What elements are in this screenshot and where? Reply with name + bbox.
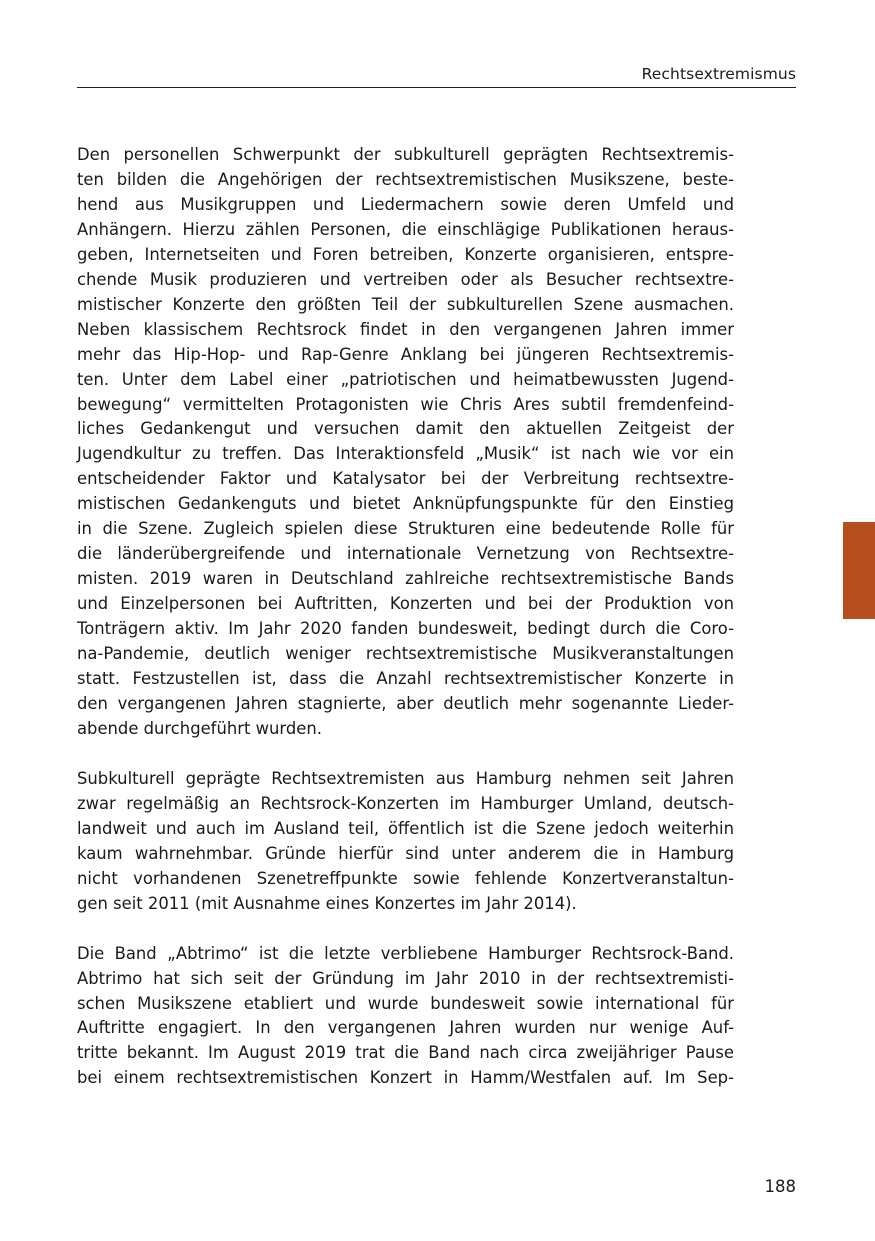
text-line: misten. 2019 waren in Deutschland zahlreiche rechtsextremistische Bands [77, 569, 734, 589]
text-line: liches Gedankengut und versuchen damit den aktuellen Zeitgeist der [77, 419, 734, 439]
text-line: Auftritte engagiert. In den vergangenen Jahren wurden nur wenige Auf- [77, 1018, 734, 1038]
text-line: entscheidender Faktor und Katalysator bei der Verbreitung rechtsextre- [77, 469, 734, 489]
text-line: hend aus Musikgruppen und Liedermachern sowie deren Umfeld und [77, 194, 734, 214]
text-line: Die Band „Abtrimo“ ist die letzte verbliebene Hamburger Rechtsrock-Band. [77, 943, 734, 963]
text-line: in die Szene. Zugleich spielen diese Strukturen eine bedeutende Rolle für [77, 519, 734, 539]
text-line: Den personellen Schwerpunkt der subkulturell geprägten Rechtsextremis- [77, 145, 734, 164]
text-line: mistischen Gedankenguts und bietet Anknüpfungspunkte für den Einstieg [77, 494, 734, 514]
text-line: Abtrimo hat sich seit der Gründung im Jahr 2010 in der rechtsextremisti- [77, 968, 734, 988]
text-line: ten. Unter dem Label einer „patriotischen und heimatbewussten Jugend- [77, 369, 734, 389]
text-line: schen Musikszene etabliert und wurde bundesweit sowie international für [77, 993, 734, 1013]
body-text [77, 143, 734, 1091]
text-line: Subkulturell geprägte Rechtsextremisten aus Hamburg nehmen seit Jahren [77, 768, 734, 788]
text-line: gen seit 2011 (mit Ausnahme eines Konzertes im Jahr 2014). [77, 893, 577, 913]
paragraph-3 [77, 942, 734, 1092]
text-line: Tonträgern aktiv. Im Jahr 2020 fanden bundesweit, bedingt durch die Coro- [77, 619, 734, 639]
text-line: nicht vorhandenen Szenetreffpunkte sowie fehlende Konzertveranstaltun- [77, 868, 734, 888]
text-line: mistischer Konzerte den größten Teil der subkulturellen Szene ausmachen. [77, 294, 734, 314]
text-line: zwar regelmäßig an Rechtsrock-Konzerten im Hamburger Umland, deutsch- [77, 793, 734, 813]
text-line: Anhängern. Hierzu zählen Personen, die einschlägige Publikationen heraus- [77, 219, 734, 239]
text-line: kaum wahrnehmbar. Gründe hierfür sind unter anderem die in Hamburg [77, 843, 734, 863]
text-line: die länderübergreifende und internationale Vernetzung von Rechtsextre- [77, 544, 734, 564]
text-line: landweit und auch im Ausland teil, öffentlich ist die Szene jedoch weiterhin [77, 818, 734, 838]
paragraph-2 [77, 767, 734, 917]
text-line: den vergangenen Jahren stagnierte, aber deutlich mehr sogenannte Lieder- [77, 693, 734, 713]
text-line: abende durchgeführt wurden. [77, 718, 322, 738]
paragraph-1 [77, 143, 734, 742]
text-line: bei einem rechtsextremistischen Konzert in Hamm/Westfalen auf. Im Sep- [77, 1068, 734, 1088]
chapter-marker-tab [843, 522, 875, 619]
text-line: bewegung“ vermittelten Protagonisten wie Chris Ares subtil fremdenfeind- [77, 394, 734, 414]
text-line: tritte bekannt. Im August 2019 trat die Band nach circa zweijähriger Pause [77, 1043, 734, 1063]
running-header-title: Rechtsextremismus [641, 65, 796, 83]
text-line: mehr das Hip-Hop- und Rap-Genre Anklang bei jüngeren Rechtsextremis- [77, 344, 734, 364]
text-line: statt. Festzustellen ist, dass die Anzahl rechtsextremistischer Konzerte in [77, 669, 734, 689]
text-line: chende Musik produzieren und vertreiben oder als Besucher rechtsextre- [77, 269, 734, 289]
text-line: geben, Internetseiten und Foren betreiben, Konzerte organisieren, entspre- [77, 244, 734, 264]
header-divider [77, 87, 796, 88]
text-line: und Einzelpersonen bei Auftritten, Konzerten und bei der Produktion von [77, 594, 734, 614]
text-line: Neben klassischem Rechtsrock findet in den vergangenen Jahren immer [77, 319, 734, 339]
text-line: na-Pandemie, deutlich weniger rechtsextremistische Musikveranstaltungen [77, 644, 734, 664]
text-line: Jugendkultur zu treffen. Das Interaktionsfeld „Musik“ ist nach wie vor ein [77, 444, 734, 464]
page-number: 188 [764, 1177, 796, 1196]
text-line: ten bilden die Angehörigen der rechtsextremistischen Musikszene, beste- [77, 169, 734, 189]
